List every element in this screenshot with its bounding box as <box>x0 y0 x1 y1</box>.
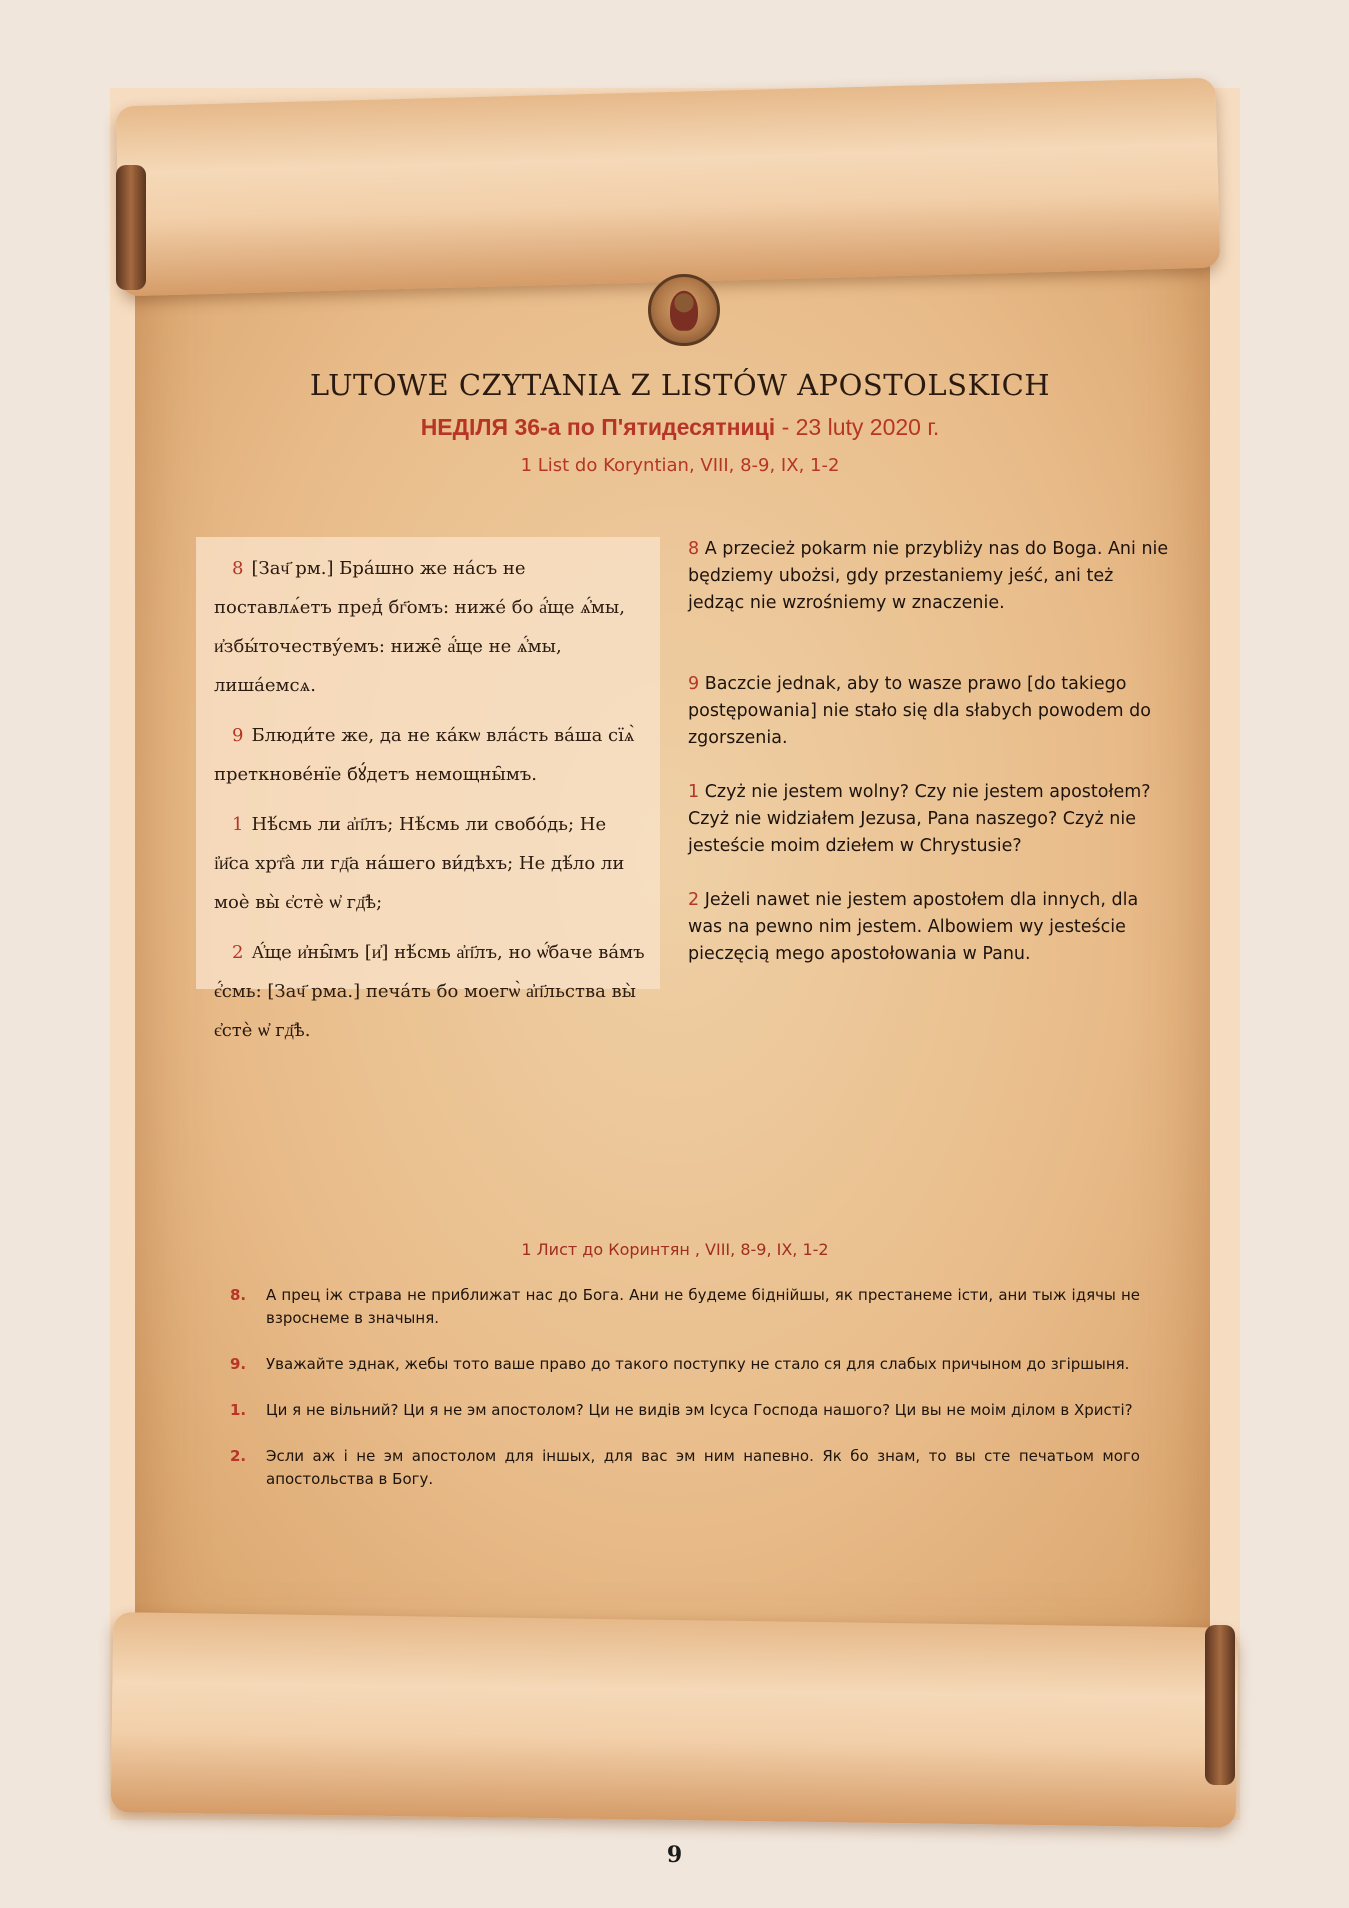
verse-text: Нѣ́смь ли а҆п҃лъ; Нѣ́смь ли свобо́дь; Не і҆и҃са хрт҃а̀ ли гд҃а на́шего ви́дѣхъ; Не дѣ́ло ли моѐ вы̀ є҆стѐ ѡ҆ гд҃ѣ; <box>214 814 625 913</box>
verse-text: Baczcie jednak, aby to wasze prawo [do takiego postępowania] nie stało się dla słabych powodem do zgorszenia. <box>688 674 1151 748</box>
slavonic-verse <box>214 933 646 1050</box>
verse-number: 1. <box>230 1401 247 1419</box>
verse-number: 8. <box>230 1286 247 1304</box>
rusyn-verse <box>230 1399 1140 1422</box>
polish-verse <box>688 671 1170 752</box>
verse-number: 9. <box>230 1355 247 1373</box>
reading-date: - 23 luty 2020 г. <box>775 414 940 440</box>
polish-text-block <box>688 536 1170 968</box>
rusyn-verse <box>230 1284 1140 1330</box>
verse-text: Эсли аж і не эм апостолом для іншых, для вас эм ним напевно. Як бо знам, то вы сте печатьом мого апостольства в Богу. <box>266 1447 1140 1488</box>
reference-rusyn: 1 Лист до Коринтян , VIII, 8-9, IX, 1-2 <box>521 1240 829 1259</box>
slavonic-verse <box>214 716 646 794</box>
rusyn-verse <box>230 1445 1140 1491</box>
verse-number: 8 <box>232 558 244 579</box>
verse-text: Ци я не вільний? Ци я не эм апостолом? Ци не видів эм Ісуса Господа нашого? Ци вы не моім ділом в Христі? <box>266 1401 1133 1419</box>
slavonic-verse <box>214 805 646 922</box>
verse-text: А прец іж страва не приближат нас до Бога. Ани не будеме біднійшы, як престанеме істи, ани тыж ідячы не взроснеме в значыня. <box>266 1286 1140 1327</box>
verse-text: A przecież pokarm nie przybliży nas do Boga. Ani nie będziemy ubożsi, gdy przestaniemy jeść, ani też jedząc nie wzrośniemy w znaczenie. <box>688 539 1169 613</box>
polish-verse <box>688 779 1170 860</box>
verse-number: 1 <box>232 814 244 835</box>
verse-number: 2 <box>688 890 700 910</box>
reference-polish: 1 List do Koryntian, VIII, 8-9, IX, 1-2 <box>520 455 840 476</box>
sunday-name: НЕДІЛЯ 36-а по П'ятидесятниці <box>420 414 776 440</box>
verse-text: Czyż nie jestem wolny? Czy nie jestem apostołem? Czyż nie widziałem Jezusa, Pana naszego? Czyż nie jesteście moim dziełem w Chrystusie? <box>688 782 1151 856</box>
verse-number: 2. <box>230 1447 247 1465</box>
verse-text: [Зач҃ рм.] Бра́шно же на́съ не поставлѧ́етъ пред̾ бг҃омъ: ниже́ бо а҆́ще ѧ҆́мы, и҆збы́точеству́емъ: ниже̑ а҆́ще не ѧ҆́мы, лиша́емсѧ. <box>214 558 625 696</box>
page-title: LUTOWE CZYTANIA Z LISTÓW APOSTOLSKICH <box>309 368 1051 402</box>
verse-number: 2 <box>232 942 244 963</box>
christ-icon <box>648 274 720 346</box>
verse-text: Блюди́те же, да не ка́кѡ вла́сть ва́ша сїѧ̀ преткнове́нїе бꙋ́детъ немощны̑мъ. <box>214 725 635 785</box>
polish-verse <box>688 887 1170 968</box>
sunday-subtitle <box>200 414 1160 441</box>
verse-text: А҆́ще и҆ны̑мъ [и҆] нѣ́смь а҆п҃лъ, но ѡ҆́баче ва́мъ є҆́смь: [Зач҃ рма.] печа́ть бо моегѡ̀ а҆п҃льства вы̀ є҆стѐ ѡ҆ гд҃ѣ. <box>214 942 645 1041</box>
verse-number: 9 <box>232 725 244 746</box>
polish-verse <box>688 536 1170 617</box>
scroll-bottom-roll-end <box>1205 1625 1235 1785</box>
verse-number: 9 <box>688 674 700 694</box>
verse-text: Jeżeli nawet nie jestem apostołem dla innych, dla was na pewno nim jestem. Albowiem wy jesteście pieczęcią mego apostołowania w Panu. <box>688 890 1139 964</box>
verse-number: 1 <box>688 782 700 802</box>
scroll-top-roll <box>116 78 1221 297</box>
slavonic-text-block <box>196 537 660 1041</box>
slavonic-verse <box>214 549 646 705</box>
rusyn-verse <box>230 1353 1140 1376</box>
page-number: 9 <box>666 1842 683 1868</box>
scroll-bottom-roll <box>111 1612 1239 1828</box>
scroll-top-roll-end <box>116 165 146 290</box>
verse-number: 8 <box>688 539 700 559</box>
verse-text: Уважайте эднак, жебы тото ваше право до такого поступку не стало ся для слабых причыном до згіршыня. <box>266 1355 1130 1373</box>
